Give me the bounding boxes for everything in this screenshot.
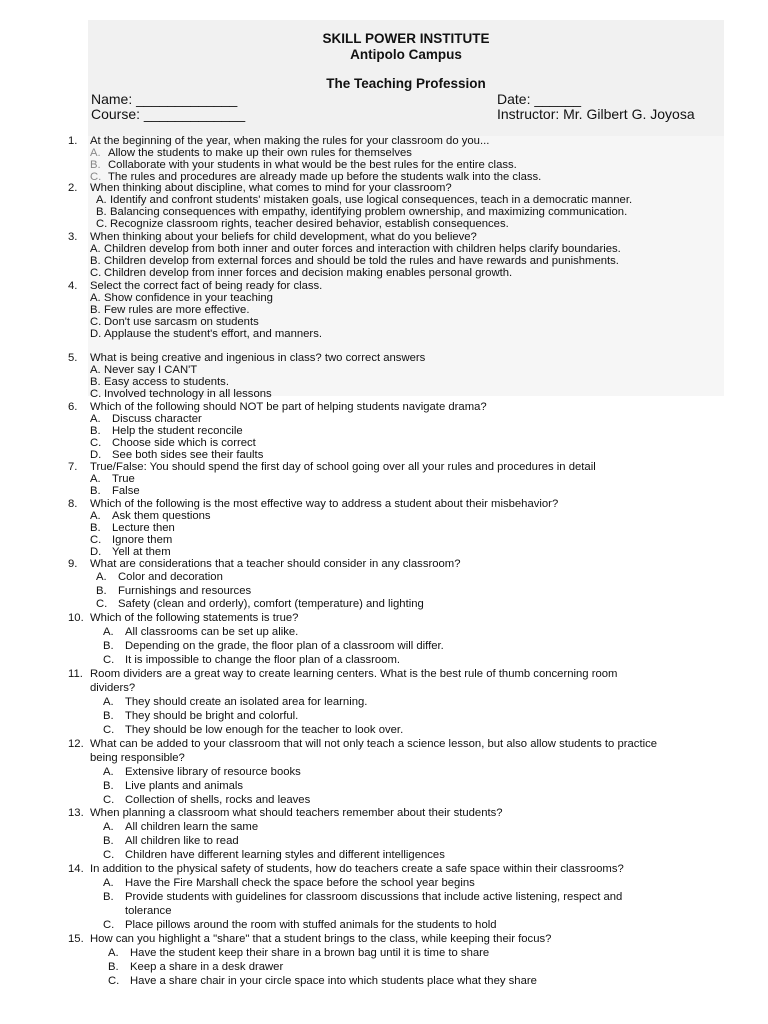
question-1 [68,135,489,147]
option-letter: A. [90,292,101,304]
option-letter: B. [90,304,101,316]
option-12-3 [103,794,310,806]
option-text: All children like to read [125,835,239,847]
option-3-2 [90,255,619,267]
question-number: 10. [68,612,84,624]
question-number: 9. [68,558,78,570]
option-text: Never say I CAN'T [104,364,198,376]
option-letter: C. [103,794,115,806]
option-letter: A. [103,821,114,833]
option-text: Keep a share in a desk drawer [130,961,284,973]
option-text: Depending on the grade, the floor plan of a classroom will differ. [125,640,444,652]
option-text: Lecture then [112,522,175,534]
question-number: 7. [68,461,78,473]
option-4-3 [90,316,259,328]
question-text: Which of the following statements is true? [90,612,299,624]
option-letter: C. [103,919,115,931]
question-text: In addition to the physical safety of students, how do teachers create a safe space within their classrooms? [90,863,624,875]
option-5-3 [90,388,272,400]
option-letter: A. [90,364,101,376]
option-letter: A. [90,147,101,159]
option-text: Children have different learning styles and different intelligences [125,849,445,861]
question-text: How can you highlight a "share" that a student brings to the class, while keeping their focus? [90,933,552,945]
question-text: Which of the following is the most effective way to address a student about their misbehavior? [90,498,559,510]
question-text-continued [68,682,135,694]
option-11-2 [103,710,298,722]
option-5-2 [90,376,229,388]
question-number: 2. [68,182,78,194]
option-letter: C. [90,534,102,546]
question-9 [68,558,461,570]
option-text: Safety (clean and orderly), comfort (temperature) and lighting [118,598,424,610]
option-letter: B. [90,376,101,388]
option-letter: C. [96,218,108,230]
option-4-1 [90,292,273,304]
option-text: They should create an isolated area for learning. [125,696,368,708]
name-field: Name: _____________ [91,91,238,107]
option-letter: B. [90,485,101,497]
question-number: 8. [68,498,78,510]
option-4-4 [90,328,322,340]
campus-title: Antipolo Campus [350,47,462,62]
question-text: Which of the following should NOT be part of helping students navigate drama? [90,401,487,413]
option-letter: A. [103,766,114,778]
option-15-3 [108,975,537,987]
option-14-4 [103,919,497,931]
option-letter: C. [108,975,120,987]
option-13-3 [103,849,445,861]
option-letter: C. [90,388,102,400]
option-text: Identify and confront students' mistaken goals, use logical consequences, teach in a democratic manner. [110,194,633,206]
question-number: 11. [68,668,83,680]
option-text: tolerance [125,905,172,917]
option-10-2 [103,640,444,652]
question-7 [68,461,596,473]
option-7-2 [90,485,140,497]
question-text: What is being creative and ingenious in class? two correct answers [90,352,426,364]
option-text: Allow the students to make up their own rules for themselves [108,147,412,159]
question-text: When thinking about discipline, what comes to mind for your classroom? [90,182,452,194]
question-number: 5. [68,352,78,364]
option-2-2 [96,206,627,218]
instructor-field: Instructor: Mr. Gilbert G. Joyosa [497,106,695,122]
question-12 [68,738,657,750]
option-letter: B. [96,584,107,597]
option-text: True [112,473,135,485]
option-2-1 [96,194,632,206]
option-letter: C. [103,654,115,666]
question-number: 4. [68,280,78,292]
option-text: They should be low enough for the teacher to look over. [125,724,404,736]
option-7-1 [90,473,135,485]
question-number: 6. [68,401,78,413]
subject-title: The Teaching Profession [326,76,486,91]
option-text: All children learn the same [125,821,259,833]
option-text: Applause the student's effort, and manners. [104,328,322,340]
option-letter: A. [90,510,101,522]
option-text: Ask them questions [112,510,211,522]
option-letter: C. [90,267,102,279]
option-letter: C. [103,724,115,736]
option-11-1 [103,696,367,708]
option-text: Show confidence in your teaching [104,292,273,304]
option-text: Furnishings and resources [118,584,252,597]
option-text: Place pillows around the room with stuffed animals for the students to hold [125,919,497,931]
option-5-1 [90,364,197,376]
option-9-2 [96,585,251,597]
option-text: Balancing consequences with empathy, identifying problem ownership, and maximizing communication. [110,206,628,218]
option-text: Have the student keep their share in a brown bag until it is time to share [130,947,490,959]
course-field: Course: _____________ [91,106,246,122]
option-14-1 [103,877,475,889]
option-text: Children develop from inner forces and decision making enables personal growth. [104,267,513,279]
option-text: Yell at them [112,546,171,558]
question-10 [68,612,298,624]
option-3-1 [90,243,621,255]
option-14-3 [103,905,171,917]
option-text: Help the student reconcile [112,425,243,437]
option-text: Live plants and animals [125,780,244,792]
question-text-continued [68,752,185,764]
institute-title: SKILL POWER INSTITUTE [322,31,490,46]
option-text: Easy access to students. [104,376,229,388]
question-5 [68,352,425,364]
option-8-4 [90,546,171,558]
question-3 [68,231,477,243]
option-letter: D. [90,328,102,340]
option-1-2 [90,159,517,171]
option-text: Children develop from both inner and outer forces and interaction with children helps clarify boundaries. [104,243,621,255]
option-8-1 [90,510,211,522]
option-8-2 [90,522,175,534]
date-field: Date: ______ [497,91,582,107]
question-text: When thinking about your beliefs for child development, what do you believe? [90,231,477,243]
option-letter: B. [90,159,101,171]
option-9-1 [96,571,223,583]
option-10-3 [103,654,400,666]
option-letter: B. [103,780,114,792]
option-letter: A. [96,194,107,206]
option-15-1 [108,947,489,959]
option-text: Have the Fire Marshall check the space before the school year begins [125,877,475,889]
option-4-2 [90,304,249,316]
question-number: 15. [68,933,84,945]
option-letter: B. [96,206,107,218]
question-text: When planning a classroom what should teachers remember about their students? [90,807,503,819]
question-14 [68,863,624,875]
option-text: Collaborate with your students in what would be the best rules for the entire class. [108,159,517,171]
option-letter: D. [90,449,102,461]
option-text: All classrooms can be set up alike. [125,626,299,638]
option-letter: C. [96,598,108,610]
option-letter: A. [103,696,114,708]
question-4 [68,280,322,292]
option-2-3 [96,218,509,230]
option-letter: B. [103,835,114,847]
question-text-line2: being responsible? [90,752,185,764]
question-text: What are considerations that a teacher should consider in any classroom? [90,558,461,570]
option-letter: A. [103,626,114,638]
question-text: Room dividers are a great way to create learning centers. What is the best rule of thumb concerning room [90,668,618,680]
question-11 [68,668,617,680]
option-letter: A. [108,947,119,959]
question-6 [68,401,487,413]
option-letter: C. [103,849,115,861]
option-6-1 [90,413,202,425]
option-13-1 [103,821,258,833]
question-text: True/False: You should spend the first day of school going over all your rules and procedures in detail [90,461,596,473]
option-10-1 [103,626,298,638]
question-number: 12. [68,738,84,750]
option-letter: A. [96,571,107,583]
option-15-2 [108,961,283,973]
option-1-1 [90,147,412,159]
question-text-line2: dividers? [90,682,136,694]
question-text: Select the correct fact of being ready for class. [90,280,323,292]
question-8 [68,498,558,510]
option-text: Ignore them [112,534,173,546]
option-letter: B. [90,522,101,534]
option-text: Choose side which is correct [112,437,256,449]
option-text: It is impossible to change the floor plan of a classroom. [125,654,401,666]
option-letter: D. [90,546,102,558]
question-13 [68,807,503,819]
question-text: At the beginning of the year, when making the rules for your classroom do you... [90,135,490,147]
option-text: Children develop from external forces and should be told the rules and have rewards and punishments. [104,255,619,267]
option-12-1 [103,766,301,778]
option-letter: A. [90,473,101,485]
option-letter: A. [103,877,114,889]
option-text: The rules and procedures are already made up before the students walk into the class. [108,171,542,183]
option-text: Recognize classroom rights, teacher desired behavior, establish consequences. [110,218,509,230]
option-9-3 [96,598,424,610]
option-6-4 [90,449,263,461]
option-letter: C. [90,171,102,183]
option-text: Extensive library of resource books [125,766,301,778]
option-letter: C. [90,437,102,449]
question-15 [68,933,551,945]
option-letter: A. [90,413,101,425]
option-letter: B. [103,710,114,722]
option-14-2 [103,891,622,903]
option-letter: B. [90,425,101,437]
option-text: Discuss character [112,413,202,425]
option-letter: B. [103,640,114,652]
option-text: Have a share chair in your circle space into which students place what they share [130,975,537,987]
option-6-3 [90,437,256,449]
option-text: See both sides see their faults [112,449,264,461]
question-2 [68,182,452,194]
option-text: They should be bright and colorful. [125,710,299,722]
question-text: What can be added to your classroom that will not only teach a science lesson, but also allow students to practice [90,738,658,750]
option-11-3 [103,724,403,736]
option-12-2 [103,780,243,792]
question-number: 13. [68,807,84,819]
question-number: 1. [68,135,78,147]
option-text: Few rules are more effective. [104,304,250,316]
option-text: Don't use sarcasm on students [104,316,259,328]
option-text: Involved technology in all lessons [104,388,272,400]
option-letter: B. [103,891,114,903]
option-letter: B. [108,961,119,973]
option-letter: C. [90,316,102,328]
option-letter: B. [90,255,101,267]
option-3-3 [90,267,512,279]
option-6-2 [90,425,243,437]
option-letter: A. [90,243,101,255]
question-number: 3. [68,231,78,243]
option-text: Color and decoration [118,571,223,583]
option-8-3 [90,534,172,546]
option-13-2 [103,835,239,847]
option-text: Provide students with guidelines for classroom discussions that include active listening, respect and [125,891,623,903]
question-number: 14. [68,863,84,875]
option-text: Collection of shells, rocks and leaves [125,794,311,806]
option-text: False [112,485,140,497]
